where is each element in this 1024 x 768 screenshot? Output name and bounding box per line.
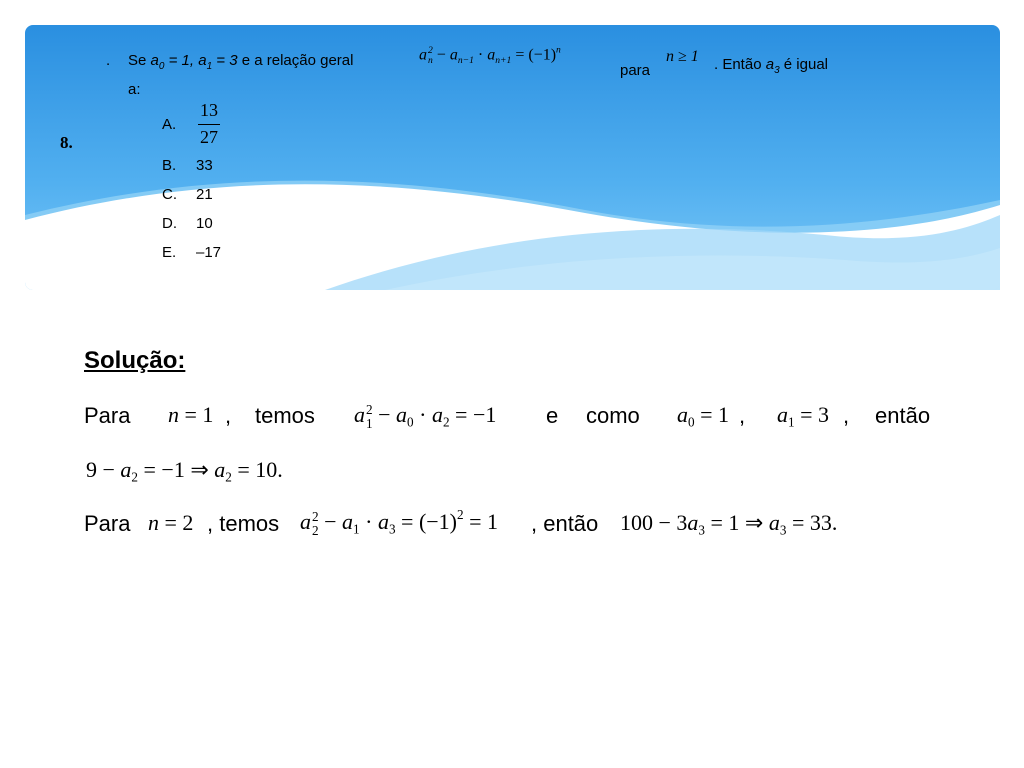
question-para: para [620, 62, 651, 79]
option-a-fraction [198, 100, 220, 148]
solution-line1-temos: temos [255, 403, 315, 428]
solution-line3-temos: , temos [207, 511, 280, 536]
solution-line3-entao: , então [531, 511, 599, 536]
question-mid-text: e a relação geral [241, 52, 354, 69]
question-a1: $a_1 = 3$ [198, 52, 238, 72]
solution-line1-expression: a 2 1 − $a_0 \cdot a_2 = -1$ [354, 402, 497, 431]
option-a-numerator: 13 [198, 100, 220, 125]
solution-line1-comma3: , [843, 403, 850, 428]
solution-line1-a0: $a_0 = 1$ [677, 402, 730, 430]
question-number: 8. [60, 133, 73, 152]
solution-line1-comma2: , [739, 403, 746, 428]
option-d-value: 10 [196, 215, 213, 232]
question-condition: n ≥ 1 [666, 48, 699, 65]
option-c-letter: C. [162, 186, 177, 203]
question-a0: $a_0 = 1$, [150, 52, 195, 72]
solution-line2-expression: $9 - a_2 = -1$ ⇒ $a_2 = 10$. [86, 457, 283, 485]
solution-line1-n1: n = 1 [168, 402, 214, 427]
solution-line1-para: Para [84, 403, 131, 428]
solution-line1-comma1: , [225, 403, 232, 428]
solution-line1-e: e [546, 403, 559, 428]
solution-line3-expression: a 2 2 − $a_1 \cdot a_3 = (-1)^2 = 1$ [300, 507, 499, 538]
solution-line3-n2: n = 2 [148, 510, 194, 535]
option-d-letter: D. [162, 215, 177, 232]
question-se: Se [128, 52, 147, 69]
option-b-value: 33 [196, 157, 213, 174]
option-e-letter: E. [162, 244, 177, 261]
solution-line1-como: como [586, 403, 640, 428]
question-relation: a 2 n − $a_{n-1} \cdot a_{n+1} = (-1)^n$ [419, 44, 561, 67]
solution-title: Solução: [84, 347, 186, 374]
option-a-denominator: 27 [200, 126, 218, 147]
option-a-letter: A. [162, 116, 177, 133]
question-line-1-end: . Então $a_3$ é igual [714, 56, 828, 76]
question-bullet: . [106, 52, 111, 69]
solution-line3-para: Para [84, 511, 131, 536]
question-line-1 [128, 52, 353, 72]
solution-line3-result: $100 - 3a_3 = 1$ ⇒ $a_3 = 33$. [620, 510, 838, 538]
question-line-2: a: [128, 81, 141, 98]
solution-line1-a1: $a_1 = 3$ [777, 402, 830, 430]
option-b-letter: B. [162, 157, 177, 174]
option-e-value: –17 [196, 244, 222, 261]
option-c-value: 21 [196, 186, 213, 203]
solution-line1-entao: então [875, 403, 931, 428]
